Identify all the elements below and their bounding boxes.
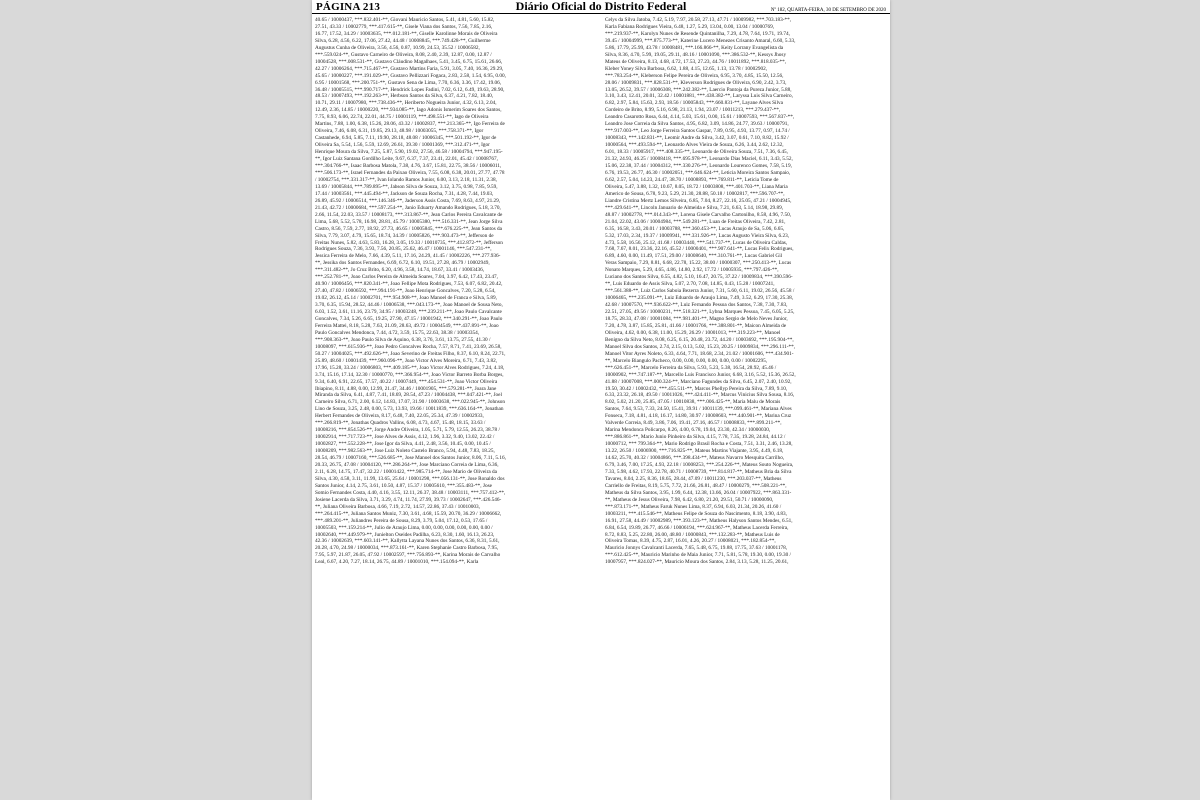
text-line: 6.33, 23.32, 26.18, 49.50 / 10011026, ***.424.411-**, Marcus Vinicius Silva Sousa, 8.16, — [605, 392, 795, 399]
text-line: Santos, 7.64, 9.53, 7.33, 24.50, 15.41, 39.91 / 10011139, ***.099.461-**, Mariana Alves — [605, 406, 792, 413]
text-line: 20.33, 26.75, 47.08 / 10004120, ***.286.264-**, Jose Marciano Correia de Lima, 6.36, — [315, 462, 499, 468]
text-line: Martins, 7.88, 1.00, 6.38, 15.26, 28.06, 43.32 / 10002837, ***.213.365-**, Igo Ferreira de — [315, 121, 505, 128]
text-line: 6.62, 2.57, 5.04, 14.23, 24.47, 38.70 / 10008893, ***.769.811-**, Leticia Tome de — [605, 176, 779, 183]
text-line: 41.88 / 10007008, ***.000.324-**, Marciano Fagundes da Silva, 6.45, 2.07, 2.40, 10.92, — [605, 378, 792, 385]
text-line: 10.71, 29.11 / 10007980, ***.738.436-**, Heriberto Nogueira Junior, 4.32, 6.13, 2.04, — [315, 100, 497, 107]
text-line: 42.27 / 10006264, ***.715.467-**, Gustavo Martins Faria, 5.91, 3.05, 7.40, 16.36, 29.29, — [315, 65, 504, 72]
text-line: 8.02, 5.02, 21.20, 25.85, 47.05 / 10010838, ***.006.425-**, Maria Malu de Morais — [605, 399, 781, 406]
text-line: Mauricio Jonnys Cavalcanti Lacerda, 7.65, 5.48, 6.75, 19.88, 17.75, 37.63 / 10001178, — [605, 545, 788, 552]
text-line: ***.626.451-**, Marcelo Ferreira da Silva, 5.93, 5.23, 5.38, 16.54, 28.92, 45.46 / — [605, 364, 777, 371]
text-line: 15.06, 22.38, 37.44 / 10004312, ***.330.276-**, Leonardo Lourenco Gomes, 7.58, 5.19, — [605, 163, 792, 170]
text-line: Silva, 7.79, 3.07, 4.79, 15.65, 18.74, 34.39 / 10005826, ***.903.473-**, Jefferson de — [315, 232, 494, 239]
text-line: ***.311.482-**, Jo Cruz Brito, 6.20, 4.96, 3.58, 14.74, 18.67, 33.41 / 10003436, — [315, 267, 485, 274]
text-line: Mateus de Oliveira, 8.13, 4.68, 4.72, 17.53, 27.23, 44.76 / 10011892, ***.818.035-**, — [605, 58, 787, 65]
text-line: 21.04, 22.02, 43.06 / 10004984, ***.549.281-**, Luan de Freitas Oliveira, 7.42, 2.81, — [605, 218, 786, 225]
text-line: 7.75, 8.93, 6.06, 22.74, 22.01, 44.75 / 10001119, ***.498.551-**, Iago de Oliveira — [315, 114, 489, 121]
text-line: 10000902, ***.747.187-**, Marcello Luis Francisco Junior, 6.68, 3.16, 5.52, 15.36, 26.52, — [605, 371, 796, 378]
text-line: Manoel Silva dos Santos, 2.74, 2.15, 0.13, 5.02, 15.23, 20.25 / 10009834, ***.296.111-**, — [605, 343, 796, 350]
text-line: Lino de Souza, 3.25, 2.48, 0.00, 5.73, 13.93, 19.66 / 10011839, ***.636.164-**, Jonathan — [315, 406, 504, 413]
text-line: **, Luis Eduardo de Assis Silva, 5.07, 2.70, 7.08, 14.85, 0.43, 15.28 / 10007241, — [605, 281, 775, 288]
text-line: 12.49, 2.36, 14.85 / 10000220, ***.934.085-**, Iago Adonis Ismerim Soares dos Santos, — [315, 107, 502, 114]
text-line: 13.05, 26.52, 39.57 / 10006308, ***.242.382-**, Laercio Pantoja da Pureza Junior, 5.88, — [605, 86, 792, 93]
text-line: **, Igor Luiz Santana Gordilho Leite, 9.67, 6.37, 7.37, 23.41, 22.01, 45.42 / 10008767, — [315, 156, 498, 163]
text-line: 9.34, 6.40, 6.91, 22.65, 17.57, 40.22 / 10007449, ***.454.531-**, Joao Victor Oliveira — [315, 378, 498, 385]
text-line: Luciano dos Santos Silva, 6.55, 4.82, 5.10, 16.47, 20.75, 37.22 / 10009834, ***.390.596- — [605, 274, 793, 281]
text-line: 7.20, 4.78, 3.87, 15.85, 25.81, 41.66 / 10001766, ***.388.801-**, Maicon Almeida de — [605, 322, 787, 329]
text-line: 10005503, ***.159.214-**, Julio de Araujo Lima, 0.00, 0.00, 0.00, 0.00, 0.00, 0.00 / — [315, 524, 493, 531]
text-line: 2.11, 6.28, 14.75, 17.47, 32.22 / 10001422, ***.985.714-**, Jose Mario de Oliveira da — [315, 468, 497, 475]
text-line: 40.90 / 10006456, ***.820.341-**, Joao Fellipe Mota Rodrigues, 7.53, 6.07, 6.82, 20.42, — [315, 281, 503, 288]
page-header — [312, 0, 890, 14]
text-line: 48.87 / 10002778, ***.014.343-**, Lorena Gisele Carvalho Cartonilho, 8.58, 4.96, 7.50, — [605, 211, 792, 218]
text-line: 6.79, 3.46, 7.00, 17.25, 4.93, 22.18 / 10008253, ***.254.226-**, Mateus Souto Nogueira, — [605, 462, 794, 468]
text-column-right — [605, 17, 887, 798]
text-line: ***.264.415-**, Juliana Santos Muniz, 7.30, 3.61, 4.68, 15.59, 20.70, 36.29 / 10006662, — [315, 510, 502, 517]
text-line: 6.03, 1.52, 3.61, 11.16, 23.79, 34.95 / 10003248, ***.239.211-**, Joao Paulo Cavalcante — [315, 309, 502, 316]
text-line: 45.65 / 10000227, ***.191.029-**, Gustavo Pellizzari Fogaca, 2.83, 2.58, 1.54, 6.95, 0.00, — [315, 72, 506, 79]
text-line: Karla Fabiana Rodrigues Vieira, 6.48, 1.27, 5.29, 13.04, 0.00, 13.04 / 10000769, — [605, 23, 775, 30]
text-line: 40.65 / 10000437, ***.832.401-**, Giovani Mauricio Santos, 5.41, 4.81, 5.60, 15.82, — [315, 17, 495, 23]
text-line: 14.62, 25.70, 40.32 / 10004866, ***.398.434-**, Mateus Navarro Mesquita Carrilho, — [605, 455, 785, 462]
text-line: 19.50, 30.42 / 10002432, ***.455.511-**, Marcos Phellyp Pereira da Silva, 7.89, 9.10, — [605, 385, 788, 392]
text-line: 42.36 / 10002639, ***.603.141-**, Kallytta Layana Nunes dos Santos, 6.36, 8.31, 5.61, — [315, 538, 500, 545]
text-line: 10000712, *** 799.364-**, Mario Rodrigo Brasil Rocha e Costa, 7.51, 3.31, 2.46, 13.28, — [605, 441, 793, 448]
text-line: Marina Mendonca Policarpo, 8.26, 4.00, 6.78, 19.04, 23.30, 42.34 / 10000030, — [605, 427, 771, 434]
text-line: 27.40, 47.82 / 10006592, ***.994.191-**, Joao Henrique Goncalves, 7.20, 5.28, 6.54, — [315, 288, 496, 295]
text-line: Carneiro Silva, 6.71, 2.00, 6.12, 14.83, 17.07, 31.90 / 10003638, ***.022.945-**, Johnson — [315, 399, 506, 406]
text-line: 10004528, ***.008.531-**, Gustavo Cláudino Magalhaes, 5.41, 3.45, 6.75, 15.61, 26.66, — [315, 58, 503, 65]
text-line: Freitas Nunes, 5.82, 4.63, 5.83, 16.28, 3.05, 19.33 / 10010735, ***.412.872-**, Jefferson — [315, 239, 503, 246]
text-line: Ferreira Mattei, 8.18, 5.28, 7.63, 21.09, 28.63, 49.72 / 10004549, ***.437.891-**, Joao — [315, 322, 499, 329]
text-line: ***.917.003-**, Leo Jorge Ferreira Santos Gaspar, 7.89, 0.95, 4.93, 13.77, 0.97, 14.74 / — [605, 128, 790, 135]
text-line: 6.82, 2.97, 5.84, 15.63, 2.93, 18.56 / 10005843, ***.660.831-**, Layane Alves Silva — [605, 100, 783, 107]
text-line: Goncalves, 7.34, 5.26, 6.65, 19.25, 27.90, 47.15 / 10001942, ***.340.291-**, Joao Paulo — [315, 315, 503, 322]
text-line: 20.28, 4.70, 24.98 / 10000034, ***.873.161-**, Karen Stephanie Castro Barbosa, 7.95, — [315, 545, 499, 552]
text-line: ***.266.819-**, Jonathas Quadros Vallins, 6.08, 4.73, 4.67, 15.48, 18.15, 33.63 / — [315, 420, 486, 427]
text-line: Castanhede, 6.94, 5.85, 7.11, 19.90, 28.18, 48.08 / 10006345, ***.501.192-**, Igor de — [315, 135, 497, 142]
text-line: ***.561.388-**, Luiz Carlos Saboia Bezerra Junior, 7.31, 5.60, 6.11, 19.02, 26.56, 45.58 / — [605, 288, 795, 295]
text-line: Leandro Jose Correia da Silva Santos, 4.95, 6.82, 3.09, 14.86, 24.77, 39.63 / 10000791, — [605, 121, 789, 128]
text-line: ***.252.781-**, Joao Carlos Pereira de Almeida Soares, 7.04, 3.97, 6.42, 17.43, 23.47, — [315, 274, 498, 281]
text-line: Silva, 6.28, 4.56, 6.22, 17.06, 27.42, 44.48 / 10008845, ***.749.428-**, Guilherme — [315, 37, 491, 44]
text-line: 22.51, 27.05, 49.56 / 10000231, ***.518.321-**, Lybna Marques Pessoa, 7.45, 6.05, 5.25, — [605, 309, 795, 316]
text-line: Oliveira, 5.47, 3.88, 1.32, 10.67, 8.05, 18.72 / 10003808, ***.401.703-**, Liana Maria — [605, 183, 788, 190]
text-line: Kleber Yoney Silva Barbosa, 6.62, 1.88, 4.15, 12.65, 1.13, 13.78 / 10002902, — [605, 65, 768, 72]
text-line: Augustus Cunha de Oliveira, 3.56, 4.56, 0.87, 10.99, 24.53, 35.52 / 10006582, — [315, 44, 480, 51]
text-line: 4.73, 5.58, 16.56, 25.12, 41.68 / 10003440, ***.541.737-**, Lucas de Oliveira Caldas, — [605, 239, 788, 246]
text-line: **, Matheus de Jesus Oliveira, 7.98, 6.42, 6.80, 21.20, 29.51, 50.71 / 10000090, — [605, 496, 774, 503]
text-line: Americo de Sousa, 6.78, 9.23, 5.29, 21.30, 28.88, 50.18 / 10002817, ***.596.707-**, — [605, 190, 785, 197]
text-line: Castro, 8.56, 7.59, 2.77, 18.92, 27.73, 46.65 / 10005845, ***.676.225-**, Jean Santos da — [315, 225, 502, 232]
text-line: 3.70, 6.35, 15.94, 28.52, 44.46 / 10006538, ***.043.173-**, Joao Manoel de Sousa Neto, — [315, 302, 503, 309]
text-line: Matheus da Silva Santos, 3.95, 1.99, 6.44, 12.38, 13.66, 26.04 / 10007922, ***.863.331- — [605, 489, 792, 496]
text-column-left — [315, 17, 597, 798]
text-line: 39.45 / 10004999, ***.875.773-**, Katerine Lucero Menezes Crisanto Amaral, 6.60, 5.33, — [605, 37, 796, 44]
text-line: 10002640, ***.449.979-**, Junielton Oseides Padilha, 6.23, 8.30, 1.60, 16.13, 26.23, — [315, 531, 495, 538]
text-line: 21.32, 24.93, 46.25 / 10008418, ***.695.978-**, Leonardo Dias Maciel, 6.11, 3.43, 5.52, — [605, 156, 793, 163]
text-line: 6.89, 4.60, 0.00, 11.49, 17.51, 29.00 / 10008640, ***.310.761-**, Lucas Gabriel Gil — [605, 253, 783, 260]
text-line: Leal, 6.67, 4.20, 7.27, 18.14, 26.75, 44.89 / 10001010, ***.154.094-**, Karla — [315, 559, 479, 566]
text-line: Miranda da Silva, 6.41, 4.87, 7.41, 18.69, 28.54, 47.23 / 10004438, ***.047.421-**, Joel — [315, 392, 502, 399]
text-line: ***.559.024-**, Gustavo Carneiro de Oliveira, 8.08, 2.40, 2.39, 12.87, 0.00, 12.87 / — [315, 51, 492, 58]
text-line: 25.89, 48.60 / 10001439, ***.960.096-**, Joao Victor Alves Moreira, 6.71, 7.43, 3.82, — [315, 357, 498, 364]
text-line: 10008343, ***.142.831-**, Leomir Andre da Silva, 3.42, 3.07, 0.61, 7.10, 8.82, 15.92 / — [605, 135, 789, 142]
text-line: Silva, 8.36, 4.70, 5.99, 19.05, 29.11, 48.16 / 10001090, ***.386.532-**, Kessys Jhosy — [605, 51, 787, 58]
text-line: 10008097, ***.615.936-**, Joao Pedro Goncalves Rocha, 7.57, 8.71, 7.41, 23.69, 26.58, — [315, 343, 502, 350]
text-line: ***.612.425-**, Mauricio Marinho de Maia Junior, 7.71, 5.81, 5.78, 19.30, 0.00, 19.30 / — [605, 552, 792, 559]
text-line: / 10002754, ***.331.317-**, Ivan Iolando Ramos Junior, 6.00, 3.13, 2.18, 11.31, 2.38, — [315, 176, 497, 183]
text-line: 5.86, 17.79, 25.99, 43.78 / 10008481, ***.166.866-**, Keity Lorrany Evangelista da — [605, 44, 784, 51]
text-line: 3.10, 3.43, 12.41, 20.01, 32.42 / 10001881, ***.438.382-**, Laryssa Luis Silva Carneiro, — [605, 93, 793, 100]
text-line: Cordeiro de Brito, 8.99, 5.16, 6.98, 21.13, 1.94, 23.07 / 10011213, ***.279.437-**, — [605, 107, 781, 114]
text-line: 3.74, 15.16, 17.14, 32.30 / 10000770, ***.366.954-**, Joao Victor Barreto Borba Borges, — [315, 371, 504, 378]
text-line: Somio Fernandes Costa, 4.40, 4.16, 3.55, 12.11, 26.37, 38.48 / 10003111, ***.757.412-**, — [315, 489, 506, 496]
text-line: 28.54, 46.79 / 10007160, ***.526.685-**, Jose Manoel dos Santos Junior, 8.06, 7.11, 5.16, — [315, 455, 506, 462]
text-line: 6.01, 18.33 / 10005917, ***.408.335-**, Leonardo de Oliveira Souza, 7.51, 7.36, 6.45, — [605, 149, 788, 156]
text-line: 8.72, 8.83, 5.25, 22.80, 26.00, 48.80 / 10000843, ***.132.283-**, Matheus Luis de — [605, 531, 780, 538]
text-line: 10008209, ***.982.563-**, Jose Luiz Noleto Castelo Branco, 5.94, 4.48, 7.83, 18.25, — [315, 448, 495, 455]
text-line: 7.33, 5.98, 4.62, 17.93, 22.78, 40.71 / 10008739, ***.814.817-**, Matheus Bria da Silva — [605, 468, 792, 475]
text-line: Herbert Fernandes de Oliveira, 8.17, 6.48, 7.40, 22.05, 25.34, 47.39 / 10002933, — [315, 413, 484, 420]
text-line: Jessica Ferreira de Melo, 7.66, 4.39, 5.11, 17.16, 24.29, 41.45 / 10002226, ***.277.936- — [315, 253, 501, 260]
text-line: Santos Junior, 4.14, 2.75, 3.61, 10.50, 4.87, 15.37 / 10005610, ***.355.483-**, Jose — [315, 482, 492, 489]
text-line: 13.22, 26.50 / 10006900, ***.716.825-**, Mateus Martins Viajante, 3.95, 4.49, 6.18, — [605, 448, 784, 455]
text-line: ***.429.641-**, Lincoln Januario de Almeida e Silva, 7.21, 6.63, 5.14, 18.98, 29.89, — [605, 204, 784, 211]
text-line: 26.89, 45.92 / 10006514, ***.146.346-**, Jaderson Assis Costa, 7.69, 8.63, 4.97, 21.29, — [315, 197, 501, 204]
text-line: 10002914, ***.717.723-**, Jose Alves de Assis, 4.12, 1.96, 3.32, 9.40, 13.02, 22.42 / — [315, 434, 495, 441]
text-line: Carriello de Freitas, 8.19, 5.75, 7.72, 21.66, 26.81, 48.47 / 10000279, ***.508.221-**, — [605, 482, 787, 489]
text-line: 17.96, 15.28, 33.24 / 10006803, ***.409.185-**, Joao Victor Alves Rodrigues, 7.24, 4.18, — [315, 364, 505, 371]
text-line: Tavares, 8.04, 2.25, 8.36, 18.65, 28.44, 47.09 / 10011230, ***.203.037-**, Matheus — [605, 475, 782, 482]
text-line: Lima, 5.68, 5.52, 5.78, 16.98, 28.81, 45.79 / 10005380, ***.516.331-**, Jean Jorge Silva — [315, 218, 503, 225]
publication-title: Diário Oficial do Distrito Federal — [515, 0, 687, 13]
issue-info: Nº 182, QUARTA-FEIRA, 30 DE SETEMBRO DE 2020 — [770, 8, 886, 13]
text-line: Rodrigues Souza, 7.36, 3.93, 7.56, 20.85, 25.62, 46.47 / 10001146, ***.547.231-**, — [315, 246, 492, 253]
text-line: **, Jessika dos Santos Fernandes, 6.69, 6.72, 6.10, 19.51, 27.28, 46.79 / 10002949, — [315, 260, 490, 267]
text-line: 6.35, 16.58, 3.43, 20.01 / 10003788, ***.360.453-**, Lucas Araujo de Sa, 5.06, 6.65, — [605, 225, 785, 232]
text-line: 6.76, 19.53, 26.77, 46.30 / 10002051, ***.646.624-**, Leticia Moreira Santos Sampaio, — [605, 169, 791, 176]
text-line: 6.84, 6.54, 19.89, 26.77, 46.66 / 10006194, ***.624.967-**, Matheus Lacerda Ferreira, — [605, 524, 789, 531]
text-line: Oliveira Sa, 5.54, 1.56, 5.59, 12.69, 26.61, 39.30 / 10001369, ***.312.471-**, Igor — [315, 142, 490, 149]
text-line: 19.02, 26.12, 45.14 / 10002701, ***.954.908-**, Joao Manoel de Franca e Silva, 5.89, — [315, 295, 497, 302]
text-line: Henrique Moura da Silva, 7.25, 5.87, 5.90, 19.02, 27.56, 46.58 / 10004794, ***.947.195- — [315, 149, 503, 156]
text-line: 17.44 / 10003561, ***.445.494-**, Jackson de Souza Rocha, 7.31, 4.28, 7.44, 19.03, — [315, 190, 494, 197]
text-line: Veras Sampaio, 7.29, 8.81, 6.68, 22.78, 15.22, 38.00 / 10000307, ***.250.413-**, Lucas — [605, 260, 792, 267]
text-line: 16.91, 27.58, 44.49 / 10002989, ***.393.123-**, Matheus Halyson Santos Mendes, 6.51, — [605, 517, 793, 524]
text-line: 10002827, ***.552.228-**, Jose Igor da Silva, 4.41, 2.48, 3.56, 10.45, 0.00, 10.45 / — [315, 441, 491, 448]
text-line: Liandre Cristina Mertz Lemos Silveira, 6.85, 7.04, 8.27, 22.16, 25.05, 47.21 / 10004945, — [605, 197, 792, 204]
text-line: Valverde Correia, 8.49, 3.86, 7.06, 19.41, 27.16, 46.57 / 10008833, ***.899.211-**, — [605, 420, 782, 427]
text-line: Nonato Marques, 5.29, 4.65, 4.86, 14.80, 2.92, 17.72 / 10005935, ***.797.426-**, — [605, 267, 779, 274]
text-line: Celys da Silva Jatoba, 7.42, 5.19, 7.97, 20.58, 27.13, 47.71 / 10009982, ***.703.183-**, — [605, 17, 792, 23]
text-line: ***.304.766-**, Isaac Barbosa Matola, 7.38, 4.76, 3.67, 15.81, 22.75, 38.56 / 10006011, — [315, 163, 502, 170]
text-line: 16.77, 17.52, 34.29 / 10003635, ***.012.181-**, Giselle Karolinne Morais de Oliveira — [315, 30, 498, 37]
text-line: ***.783.254-**, Kleberson Felipe Pereira de Oliveira, 6.95, 3.70, 4.85, 15.50, 12.56, — [605, 72, 784, 79]
text-line: 50.27 / 10004025, ***.492.626-**, Joao Severino de Freitas Filho, 8.37, 6.10, 8.24, 22.71, — [315, 350, 506, 357]
text-line: Paulo Goncalves Mendonca, 7.44, 4.72, 3.59, 15.75, 22.63, 38.38 / 10003354, — [315, 329, 480, 336]
text-line: 10008216, ***.854.526-**, Jorge Andre Oliveira, 1.05, 5.71, 5.79, 12.55, 26.23, 38.78 / — [315, 427, 500, 434]
text-line: Ibiapino, 8.11, 4.88, 0.00, 12.99, 21.47, 34.46 / 10001905, ***.579.281-**, Joara Jane — [315, 385, 497, 392]
text-line: 7.68, 7.67, 8.01, 23.36, 22.16, 45.52 / 10000401, ***.907.641-**, Lucas Felix Rodrigues, — [605, 246, 794, 253]
text-columns — [315, 17, 887, 798]
text-line: **, Juliana Oliveira Barbosa, 4.66, 7.19, 2.72, 14.57, 22.86, 37.43 / 10010003, — [315, 503, 480, 510]
text-line: Silva, 4.30, 4.58, 3.11, 11.99, 13.65, 25.64 / 10001298, ***.056.131-**, Jose Ronaldo dos — [315, 475, 505, 482]
page-number: PÁGINA 213 — [316, 1, 381, 13]
text-line: 10007957, ***.824.027-**, Mauricio Moura dos Santos, 2.84, 3.13, 5.28, 11.25, 20.61, — [605, 559, 789, 566]
text-line: 5.32, 17.03, 2.34, 19.37 / 10009941, ***.331.926-**, Lucas Augusto Vieira Silva, 6.23, — [605, 232, 790, 239]
text-line: ***.886.861-**, Mario Junio Pinheiro da Silva, 4.15, 7.78, 7.35, 19.28, 24.84, 44.12 / — [605, 434, 786, 441]
text-line: 27.51, 43.33 / 10002779, ***.417.615-**, Gisele Viana dos Santos, 7.56, 7.85, 2.16, — [315, 23, 493, 30]
text-line: 21.43, 42.72 / 10000684, ***.597.254-**, Janio Eduarty Amando Rodrigues, 5.18, 3.70, — [315, 204, 501, 211]
text-line: Oliveira Tomas, 8.39, 4.75, 2.87, 16.01, 4.26, 20.27 / 10008021, ***.182.854-**, — [605, 538, 776, 545]
text-line: 7.95, 5.97, 21.87, 26.05, 47.92 / 10002597, ***.756.893-**, Karina Morais de Carvalho — [315, 552, 501, 559]
text-line: 36.48 / 10005515, ***.990.717-**, Hendrick Lopes Fadini, 7.02, 6.12, 6.49, 19.63, 28.90, — [315, 86, 505, 93]
text-line: **, Marcelo Biangulo Pacheco, 0.00, 0.00, 0.00, 0.00, 0.00, 0.00 / 10002295, — [605, 357, 768, 364]
text-line: 10000564, ***.493.594-**, Leonardo Alves Vieira de Souza, 6.26, 3.44, 2.62, 12.32, — [605, 142, 784, 149]
text-line: Josiene Lacerda da Silva, 3.71, 3.29, 4.74, 11.74, 27.99, 39.73 / 10002647, ***.426.546- — [315, 496, 502, 503]
text-line: ***.873.171-**, Matheus Faruk Nunes Lima, 8.37, 6.94, 6.03, 21.34, 20.26, 41.60 / — [605, 503, 782, 510]
text-line: 42.68 / 10007570, ***.936.622-**, Luiz Fernando Pessoa dos Santos, 7.38, 7.30, 7.83, — [605, 302, 788, 309]
text-line: Leandro Casarotto Rosa, 6.44, 4.14, 5.03, 15.61, 0.00, 15.61 / 10007593, ***.567.837-**, — [605, 114, 795, 121]
text-line: Manoel Vitor Ayres Noleto, 6.33, 4.64, 7.71, 18.68, 2.34, 21.02 / 10001606, ***.434.901- — [605, 350, 794, 357]
text-line: ***.506.173-**, Israel Fernandes da Paixao Oliveira, 7.55, 6.08, 6.38, 20.01, 27.77, 47.78 — [315, 169, 505, 176]
text-line: 48.53 / 10007493, ***.192.263-**, Herbson Santos da Silva, 6.37, 4.21, 7.82, 18.40, — [315, 93, 494, 100]
text-line: 6.95 / 10001568, ***.200.751-**, Gustavo Sena de Lima, 7.70, 6.36, 3.36, 17.42, 19.06, — [315, 79, 502, 86]
text-line: ***.219.937-**, Karolyn Nunes de Resende Quintanilha, 7.29, 4.78, 7.64, 19.71, 19.74, — [605, 30, 790, 37]
document-page — [312, 0, 890, 800]
text-line: 2.66, 11.54, 22.03, 33.57 / 10008173, ***.313.867-**, Jean Carlos Pereira Cavalcante de — [315, 211, 503, 218]
text-line: ***.908.363-**, Joao Paulo Silva de Aquino, 6.38, 3.76, 3.61, 13.75, 27.55, 41.30 / — [315, 336, 491, 343]
text-line: ***.489.201-**, Juliandres Pereira de Sousa, 8.29, 3.79, 5.04, 17.12, 0.53, 17.65 / — [315, 517, 488, 524]
text-line: Oliveira, 7.46, 6.08, 6.31, 19.85, 29.13, 48.98 / 10003055, ***.758.371-**, Igor — [315, 128, 484, 135]
text-line: 13.69 / 10005844, ***.789.895-**, Jabson Silva de Souza, 3.12, 3.75, 0.98, 7.85, 9.59, — [315, 183, 498, 190]
text-line: 28.06 / 10009831, ***.828.531-**, Kleverson Rodrigues de Oliveira, 6.90, 2.42, 3.73, — [605, 79, 787, 86]
text-line: Oliveira, 4.62, 0.00, 6.38, 11.00, 15.29, 26.29 / 10001013, ***.319.223-**, Manoel — [605, 329, 781, 336]
text-line: 10006465, ***.235.091-**, Luiz Eduardo de Araujo Lima, 7.49, 3.52, 6.29, 17.30, 25.38, — [605, 295, 794, 302]
text-line: 18.75, 28.33, 47.08 / 10001084, ***.981.401-**, Magno Sergio de Melo Neves Junior, — [605, 315, 788, 322]
text-line: Fonseca, 7.18, 4.81, 4.18, 16.17, 14.80, 30.97 / 10008603, ***.440.901-**, Marina Cruz — [605, 413, 792, 420]
text-line: 10003211, ***.415.546-**, Matheus Felipe de Souza do Nascimento, 8.18, 3.90, 4.83, — [605, 510, 787, 517]
text-line: Benigno da Silva Neto, 8.08, 6.25, 6.15, 20.48, 23.72, 44.20 / 10003692, ***.195.904-**, — [605, 336, 794, 343]
